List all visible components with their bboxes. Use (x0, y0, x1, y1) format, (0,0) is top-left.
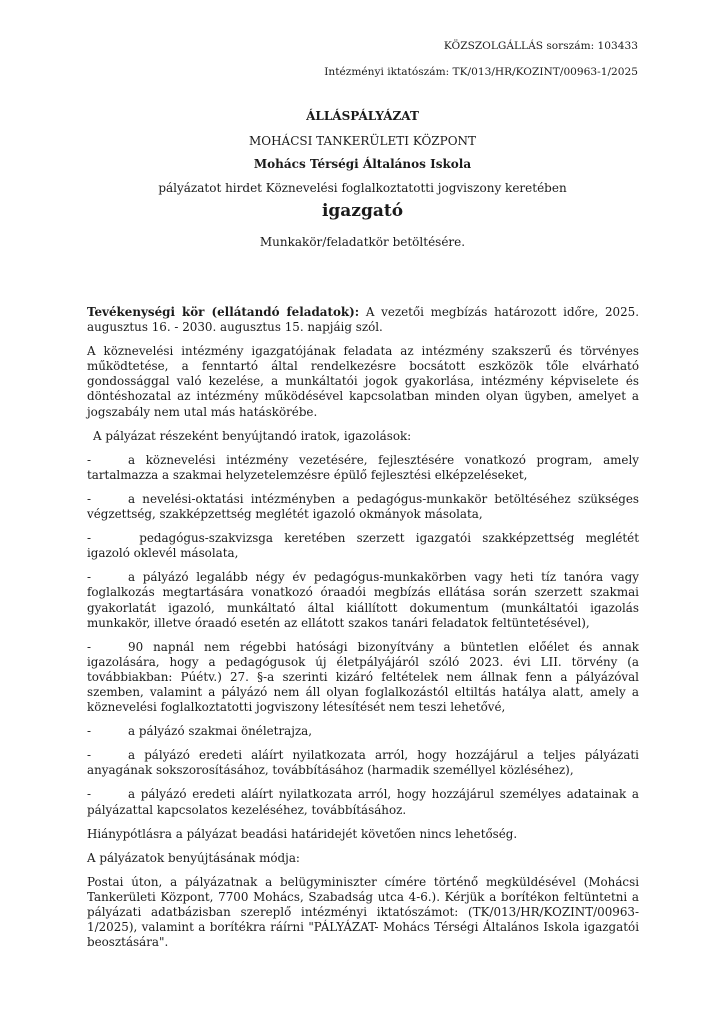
list-dash: - (87, 639, 92, 654)
list-item (87, 453, 639, 483)
submission-heading: A pályázatok benyújtásának módja: (87, 850, 300, 865)
document-body (87, 305, 639, 959)
document-title: ÁLLÁSPÁLYÁZAT (306, 109, 419, 123)
list-item-text: 90 napnál nem régebbi hatósági bizonyítvány a büntetlen előélet és annak igazolására, hogy a pedagógusok új életpályájáról szóló 2023. évi LII. törvény (a továbbiakban: Púétv.) 27. §-a szerinti kizáró feltételek nem állnak fenn a pályázóval szemben, valamint a pályázó nem áll olyan foglalkozástól eltiltás hatálya alatt, amely a köznevelési foglalkoztatotti jogviszony létesítését nem teszi lehetővé, (87, 639, 639, 715)
scope-text: A vezetői megbízás határozott időre, 2025. augusztus 16. - 2030. augusztus 15. napjáig szól. (87, 305, 639, 335)
list-item-text: a pályázó eredeti aláírt nyilatkozata arról, hogy hozzájárul személyes adatainak a pályázattal kapcsolatos kezeléséhez, továbbításához. (87, 787, 639, 817)
duties-paragraph: A köznevelési intézmény igazgatójának feladata az intézmény szakszerű és törvényes működtetése, a fenntartó által rendelkezésre bocsátott eszközök tőle elvárható gondossággal való kezelése, a munkáltatói jogok gyakorlása, intézmény képviselete és döntéshozatal az intézmény működésével kapcsolatban minden olyan ügyben, amelyet a jogszabály nem utal más hatáskörébe. (87, 344, 639, 419)
list-item (87, 787, 639, 817)
list-dash: - (87, 787, 92, 802)
list-item-text: a pályázó szakmai önéletrajza, (128, 724, 313, 739)
list-item-text: a köznevelési intézmény vezetésére, fejlesztésére vonatkozó program, amely tartalmazza a szakmai helyzetelemzésre épülő fejlesztési elképzeléseket, (87, 452, 639, 482)
list-dash: - (87, 748, 92, 763)
list-item (87, 531, 639, 561)
list-dash: - (87, 491, 92, 506)
school-name: Mohács Térségi Általános Iskola (253, 157, 472, 171)
list-dash: - (87, 570, 92, 585)
scope-label: Tevékenységi kör (ellátandó feladatok): (87, 305, 360, 319)
list-dash: - (87, 531, 92, 546)
scope-paragraph (87, 305, 639, 335)
list-item (87, 492, 639, 522)
list-item (87, 724, 639, 739)
no-supplement-note: Hiánypótlásra a pályázat beadási határidejét követően nincs lehetőség. (87, 826, 518, 841)
position-title: igazgató (321, 201, 404, 221)
list-item (87, 570, 639, 630)
submission-paragraph: Postai úton, a pályázatnak a belügyminiszter címére történő megküldésével (Mohácsi Tankerületi Központ, 7700 Mohács, Szabadság utca 4-6.). Kérjük a borítékon feltüntetni a pályázati adatbázisban szereplő intézményi iktatószámot: (TK/013/HR/KOZINT/00963-1/2025), valamint a borítékra ráírni "PÁLYÁZAT- Mohács Térségi Általános Iskola igazgatói beosztására". (87, 874, 639, 950)
list-dash: - (87, 452, 92, 467)
institution-filing-number: Intézményi iktatószám: TK/013/HR/KOZINT/00963-1/2025 (324, 66, 638, 78)
list-item-text: pedagógus-szakvizsga keretében szerzett igazgatói szakképzettség meglétét igazoló oklevél másolata, (87, 531, 639, 561)
list-dash: - (87, 724, 92, 739)
purpose-line: Munkakör/feladatkör betöltésére. (259, 235, 466, 249)
organization-name: MOHÁCSI TANKERÜLETI KÖZPONT (248, 134, 477, 148)
list-item (87, 640, 639, 715)
announcement-line: pályázatot hirdet Köznevelési foglalkoztatotti jogviszony keretében (158, 181, 567, 195)
job-serial-number: KÖZSZOLGÁLLÁS sorszám: 103433 (443, 40, 638, 52)
list-item (87, 748, 639, 778)
list-item-text: a pályázó legalább négy év pedagógus-munkakörben vagy heti tíz tanóra vagy foglalkozás megtartására vonatkozó óraadói megbízás ellátása során szerzett szakmai gyakorlatát igazoló, munkáltató által kiállított dokumentum (munkáltatói igazolás munkakör, illetve óraadó esetén az ellátott szakos tanári feladatok feltüntetésével), (87, 570, 639, 630)
list-item-text: a pályázó eredeti aláírt nyilatkozata arról, hogy hozzájárul a teljes pályázati anyagának sokszorosításához, továbbításához (harmadik személlyel közléséhez), (87, 748, 639, 778)
list-item-text: a nevelési-oktatási intézményben a pedagógus-munkakör betöltéséhez szükséges végzettség, szakképzettség meglétét igazoló okmányok másolata, (87, 491, 639, 522)
documents-intro: A pályázat részeként benyújtandó iratok, igazolások: (93, 428, 412, 443)
